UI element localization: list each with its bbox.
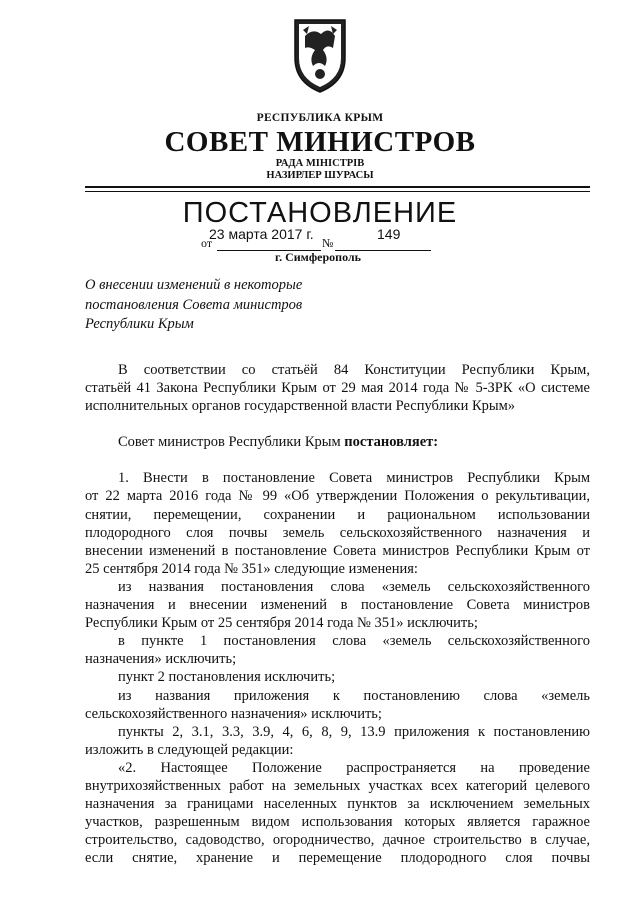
document-body [85, 361, 590, 867]
body-line: 1. Внести в постановление Совета министров Республики Крым [118, 470, 590, 487]
document-title: ПОСТАНОВЛЕНИЕ [182, 197, 458, 229]
header-rule-thick [85, 186, 590, 188]
body-line: из названия постановления слова «земель сельскохозяйственного [118, 578, 590, 595]
republic-name: РЕСПУБЛИКА КРЫМ [256, 112, 384, 124]
body-line: назначения за границами населенных пунктов за исключением земельных [85, 796, 590, 813]
body-line: «2. Настоящее Положение распространяется на проведение [118, 759, 590, 776]
subject-line: Республики Крым [85, 316, 194, 332]
subject-line: постановления Совета министров [85, 296, 303, 313]
body-line: в пункте 1 постановления слова «земель сельскохозяйственного [118, 633, 590, 650]
body-line: строительство, садоводство, огородничество, дачное строительство в случае, [85, 832, 590, 849]
body-line: участков, разрешенным видом использования которых является гаражное [85, 814, 590, 831]
council-name: СОВЕТ МИНИСТРОВ [164, 126, 476, 158]
document-date: 23 марта 2017 г. [209, 226, 314, 242]
date-label: от [201, 236, 213, 250]
body-line: внесении изменений в постановление Совета министров Республики Крым от [85, 542, 590, 559]
body-line: назначения и внесении изменений в постановление Совета министров [85, 597, 590, 614]
council-name-crimean-tatar: НАЗИРЛЕР ШУРАСЫ [266, 170, 374, 181]
body-line: из названия приложения к постановлению слова «земель [118, 687, 590, 704]
resolve-text: Совет министров Республики Крым [118, 434, 345, 451]
body-line: сельскохозяйственного назначения» исключить; [85, 705, 382, 722]
resolve-line [85, 433, 590, 451]
body-line: снятии, перемещении, сохранении и рациональном использовании [85, 506, 590, 523]
body-line: назначения» исключить; [85, 651, 237, 668]
resolve-bold: постановляет: [344, 434, 439, 451]
council-name-ukrainian: РАДА МІНІСТРІВ [275, 158, 365, 169]
subject-line: О внесении изменений в некоторые [85, 277, 303, 293]
body-line: статьёй 41 Закона Республики Крым от 29 мая 2014 года № 5-ЗРК «О системе [85, 380, 590, 397]
body-line: внутрихозяйственных работ на земельных участках всех категорий целевого [85, 777, 590, 794]
subject-block [85, 276, 405, 335]
body-line: пункты 2, 3.1, 3.3, 3.9, 4, 6, 8, 9, 13.9 приложения к постановлению [118, 723, 590, 740]
city: г. Симферополь [275, 250, 361, 264]
body-line: пункт 2 постановления исключить; [118, 669, 336, 686]
body-line: 25 сентября 2014 года № 351» следующие изменения: [85, 560, 418, 577]
body-line: от 22 марта 2016 года № 99 «Об утверждении Положения о рекультивации, [85, 488, 590, 505]
body-line: В соответствии со статьёй 84 Конституции Республики Крым, [118, 362, 590, 378]
body-line: Республики Крым от 25 сентября 2014 года № 351» исключить; [85, 615, 478, 632]
crimea-coat-of-arms-icon [287, 14, 353, 94]
date-number-row [201, 226, 431, 250]
body-line: если снятие, хранение и перемещение плодородного слоя почвы [85, 850, 590, 867]
number-label: № [322, 236, 334, 250]
header-rule-thin [85, 191, 590, 192]
body-line: исполнительных органов государственной власти Республики Крым» [85, 398, 516, 415]
document-number: 149 [377, 226, 401, 242]
body-line: плодородного слоя почвы земель сельскохозяйственного назначения и [85, 524, 590, 541]
body-line: изложить в следующей редакции: [85, 741, 294, 758]
